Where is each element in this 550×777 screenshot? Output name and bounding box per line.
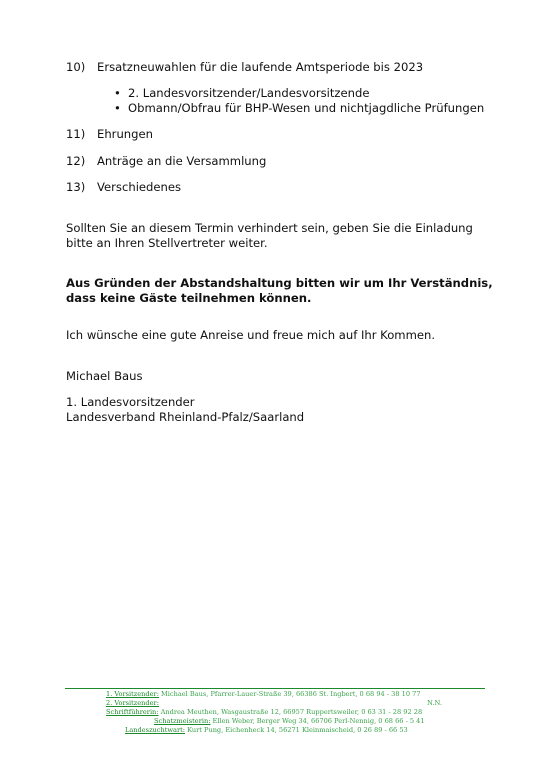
bullet-icon: • (114, 86, 121, 100)
substitute-paragraph-line-2: bitte an Ihren Stellvertreter weiter. (66, 236, 268, 250)
agenda-number-13: 13) (66, 180, 86, 194)
agenda-number-10: 10) (66, 60, 86, 74)
footer-label: 1. Vorsitzender: (106, 690, 159, 698)
agenda-text-11: Ehrungen (97, 127, 153, 141)
sub-item-list (112, 86, 484, 116)
agenda-number-11: 11) (66, 127, 86, 141)
footer-row (106, 699, 442, 708)
bullet-icon: • (114, 101, 121, 115)
distancing-notice-line-1: Aus Gründen der Abstandshaltung bitten wir um Ihr Verständnis, (66, 276, 493, 290)
footer-label: Schriftführerin: (106, 708, 159, 716)
signatory-organisation: Landesverband Rheinland-Pfalz/Saarland (66, 410, 305, 424)
list-item (112, 101, 484, 116)
footer-value: N.N. (427, 699, 442, 707)
footer-value: Kurt Pung, Eichenheck 14, 56271 Kleinmaischeid, 0 26 89 - 66 53 (184, 726, 408, 734)
closing-sentence: Ich wünsche eine gute Anreise und freue mich auf Ihr Kommen. (66, 328, 436, 342)
agenda-number-12: 12) (66, 154, 86, 168)
agenda-text-13: Verschiedenes (97, 180, 182, 194)
footer-divider (65, 688, 485, 689)
footer-row (154, 717, 425, 726)
footer-value: Michael Baus, Pfarrer-Lauer-Straße 39, 66386 St. Ingbert, 0 68 94 - 38 10 77 (158, 690, 421, 698)
footer-label: Landeszuchtwart: (125, 726, 185, 734)
footer-label: Schatzmeisterin: (154, 717, 211, 725)
agenda-text-12: Anträge an die Versammlung (97, 154, 267, 168)
footer-value: Ellen Weber, Berger Weg 34, 66706 Perl-Nennig, 0 68 66 - 5 41 (210, 717, 425, 725)
substitute-paragraph-line-1: Sollten Sie an diesem Termin verhindert sein, geben Sie die Einladung (66, 221, 473, 235)
agenda-text-10: Ersatzneuwahlen für die laufende Amtsperiode bis 2023 (97, 60, 424, 74)
distancing-notice-line-2: dass keine Gäste teilnehmen können. (66, 291, 312, 305)
sub-item-label: 2. Landesvorsitzender/Landesvorsitzende (128, 86, 370, 100)
footer-row (125, 726, 408, 735)
sub-item-label: Obmann/Obfrau für BHP-Wesen und nichtjagdliche Prüfungen (128, 101, 485, 115)
list-item (112, 86, 484, 101)
footer-row (106, 708, 422, 717)
footer-label: 2. Vorsitzender: (106, 699, 159, 707)
signatory-role: 1. Landesvorsitzender (66, 395, 195, 409)
signatory-name: Michael Baus (66, 369, 143, 383)
footer-row (106, 690, 421, 699)
footer-value: Andrea Meuthen, Wasgaustraße 12, 66957 Ruppertsweiler, 0 63 31 - 28 92 28 (158, 708, 423, 716)
